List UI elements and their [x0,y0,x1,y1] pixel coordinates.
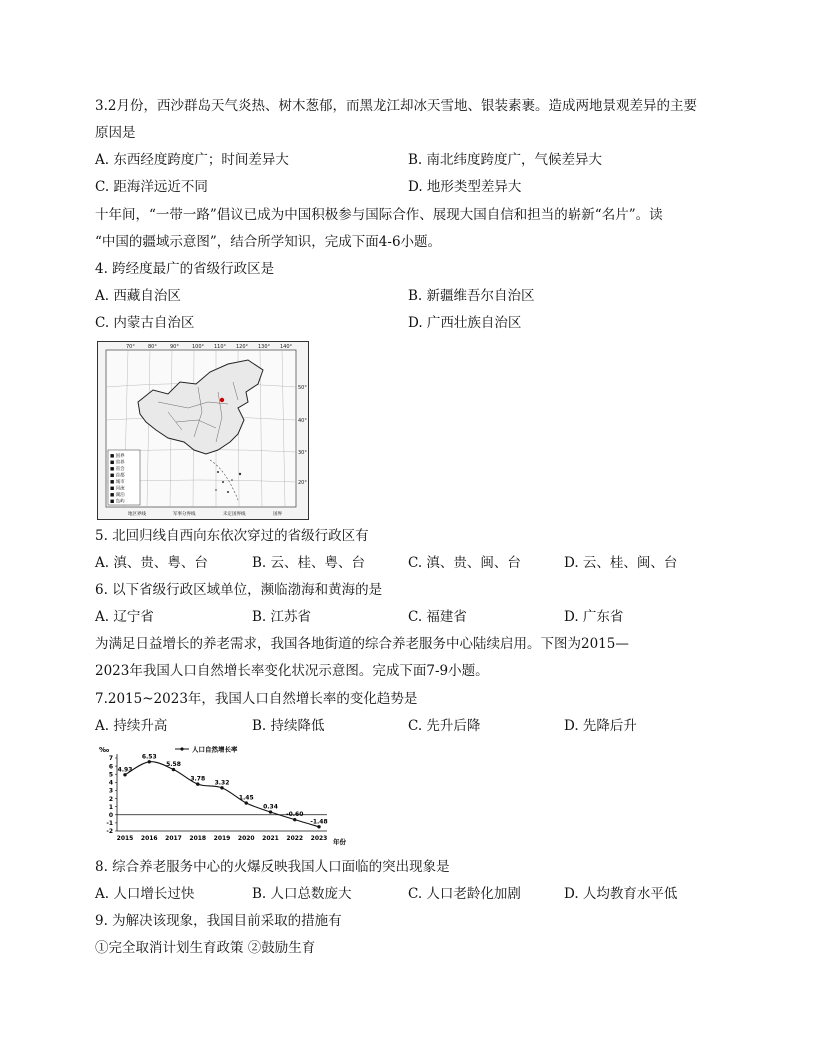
map-lon-label: 140° [280,344,293,350]
x-tick-label: 2021 [262,835,279,842]
x-tick-label: 2020 [237,835,255,842]
data-label: 3.32 [214,779,230,787]
map-lon-label: 100° [192,344,205,350]
q7-stem: 7.2015~2023年，我国人口自然增长率的变化趋势是 [95,691,418,707]
data-point [220,786,223,789]
q5-option-a: A. 滇、贵、粤、台 [95,555,208,571]
q7-option-c: C. 先升后降 [408,718,481,734]
q7-option-b: B. 持续降低 [252,718,325,734]
legend-label: 人口自然增长率 [192,745,238,754]
y-tick-label: 6 [108,763,113,771]
data-point [196,782,199,785]
q7-option-d: D. 先降后升 [564,718,637,734]
y-tick-label: 7 [108,755,113,763]
map-lon-label: 120° [236,344,249,350]
map-bottom-legend: 军事分界线 [173,512,196,517]
intro-4-6-line1: 十年间，“一带一路”倡议已成为中国积极参与国际合作、展现大国自信和担当的崭新“名片”。读 [95,207,663,223]
q8-option-c: C. 人口老龄化加剧 [408,886,521,902]
china-territory-map-graphic [98,342,308,519]
map-legend-item: ■ 省界 [110,460,125,466]
y-axis-unit: ‰ [99,746,110,754]
y-tick-label: -1 [106,820,113,828]
x-tick-label: 2017 [165,835,182,842]
q6-option-b: B. 江苏省 [252,609,312,625]
map-lon-label: 80° [148,344,157,350]
y-tick-label: 0 [108,811,113,819]
q5-option-c: C. 滇、贵、闽、台 [408,555,521,571]
population-growth-chart-svg [95,743,360,846]
data-point [148,760,151,763]
q6-option-d: D. 广东省 [564,609,624,625]
y-tick-label: -2 [106,828,113,836]
q5-option-d: D. 云、桂、闽、台 [564,555,678,571]
q8-stem: 8. 综合养老服务中心的火爆反映我国人口面临的突出现象是 [95,859,450,875]
intro-4-6-line2: “中国的疆域示意图”，结合所学知识，完成下面4-6小题。 [95,234,442,250]
q7-option-a: A. 持续升高 [95,718,168,734]
map-lat-label: 40° [298,418,307,424]
x-tick-label: 2018 [189,835,207,842]
q3-option-b: B. 南北纬度跨度广，气候差异大 [408,152,603,168]
map-legend-item: ■ 岛屿 [110,499,125,505]
q3-stem-line1: 3.2月份，西沙群岛天气炎热、树木葱郁，而黑龙江却冰天雪地、银装素裹。造成两地景观差异的主要 [95,98,697,114]
x-tick-label: 2023 [310,835,328,842]
data-label: -1.48 [310,818,328,826]
data-point [293,818,296,821]
data-point [123,773,126,776]
q5-option-b: B. 云、桂、粤、台 [252,555,366,571]
map-lon-label: 130° [258,344,271,350]
q4-option-a: A. 西藏自治区 [95,288,181,304]
q9-stem: 9. 为解决该现象，我国目前采取的措施有 [95,913,342,929]
x-tick-label: 2015 [116,835,134,842]
data-label: 1.45 [238,794,254,802]
y-tick-label: 5 [108,771,113,779]
map-legend-item: ■ 城市 [110,480,125,485]
q9-line2: ①完全取消计划生育政策 ②鼓励生育 [95,940,316,956]
map-lat-label: 30° [298,450,307,456]
x-axis-label: 年份 [333,838,346,846]
q6-option-a: A. 辽宁省 [95,609,154,625]
map-lat-label: 20° [298,480,307,486]
x-tick-label: 2022 [286,835,304,842]
y-tick-label: 3 [108,787,113,795]
q8-option-b: B. 人口总数庞大 [252,886,352,902]
chart-legend [175,745,238,754]
map-legend-item: ■ 省会 [110,467,125,472]
capital-marker [220,398,224,402]
q4-stem: 4. 跨经度最广的省级行政区是 [95,261,275,277]
q4-option-d: D. 广西壮族自治区 [408,315,522,331]
data-point [245,801,248,804]
q5-stem: 5. 北回归线自西向东依次穿过的省级行政区有 [95,528,369,544]
y-tick-label: 1 [108,803,113,811]
data-label: 0.34 [263,803,278,811]
map-bottom-legend: 未定国界线 [223,512,246,517]
data-label: -0.60 [286,811,304,819]
population-growth-chart [95,743,360,846]
y-tick-label: 2 [108,795,113,803]
data-label: 5.58 [166,761,181,769]
map-legend-item: ■ 河流 [110,486,125,492]
q4-option-b: B. 新疆维吾尔自治区 [408,288,535,304]
data-point [317,825,320,828]
map-legend-item: ■ 首都 [110,473,125,479]
q3-option-d: D. 地形类型差异大 [408,179,522,195]
q6-option-c: C. 福建省 [408,609,467,625]
intro-7-9-line1: 为满足日益增长的养老需求，我国各地街道的综合养老服务中心陆续启用。下图为2015— [95,636,629,652]
q8-option-d: D. 人均教育水平低 [564,886,678,902]
map-bottom-legend: 地区界线 [128,512,146,517]
y-tick-label: 4 [108,779,113,787]
data-point [269,810,272,813]
map-lon-label: 70° [126,344,135,350]
china-territory-map [97,341,309,520]
data-label: 4.93 [117,766,133,774]
data-point [172,768,175,771]
q3-option-c: C. 距海洋远近不同 [95,179,208,195]
map-lat-label: 50° [298,385,307,391]
intro-7-9-line2: 2023年我国人口自然增长率变化状况示意图。完成下面7-9小题。 [95,663,489,679]
x-tick-label: 2019 [213,835,231,842]
q8-option-a: A. 人口增长过快 [95,886,195,902]
x-tick-label: 2016 [140,835,158,842]
q3-stem-line2: 原因是 [95,125,136,141]
q4-option-c: C. 内蒙古自治区 [95,315,195,331]
map-legend-item: ■ 湖泊 [110,493,125,498]
data-label: 3.78 [190,775,206,783]
map-bottom-legend: 国界 [273,512,282,517]
q3-option-a: A. 东西经度跨度广；时间差异大 [95,152,289,168]
data-label: 6.53 [141,753,157,761]
q6-stem: 6. 以下省级行政区域单位，濒临渤海和黄海的是 [95,582,383,598]
map-lon-label: 110° [214,344,227,350]
map-legend-item: ■ 国界 [110,454,125,459]
map-lon-label: 90° [170,344,179,350]
